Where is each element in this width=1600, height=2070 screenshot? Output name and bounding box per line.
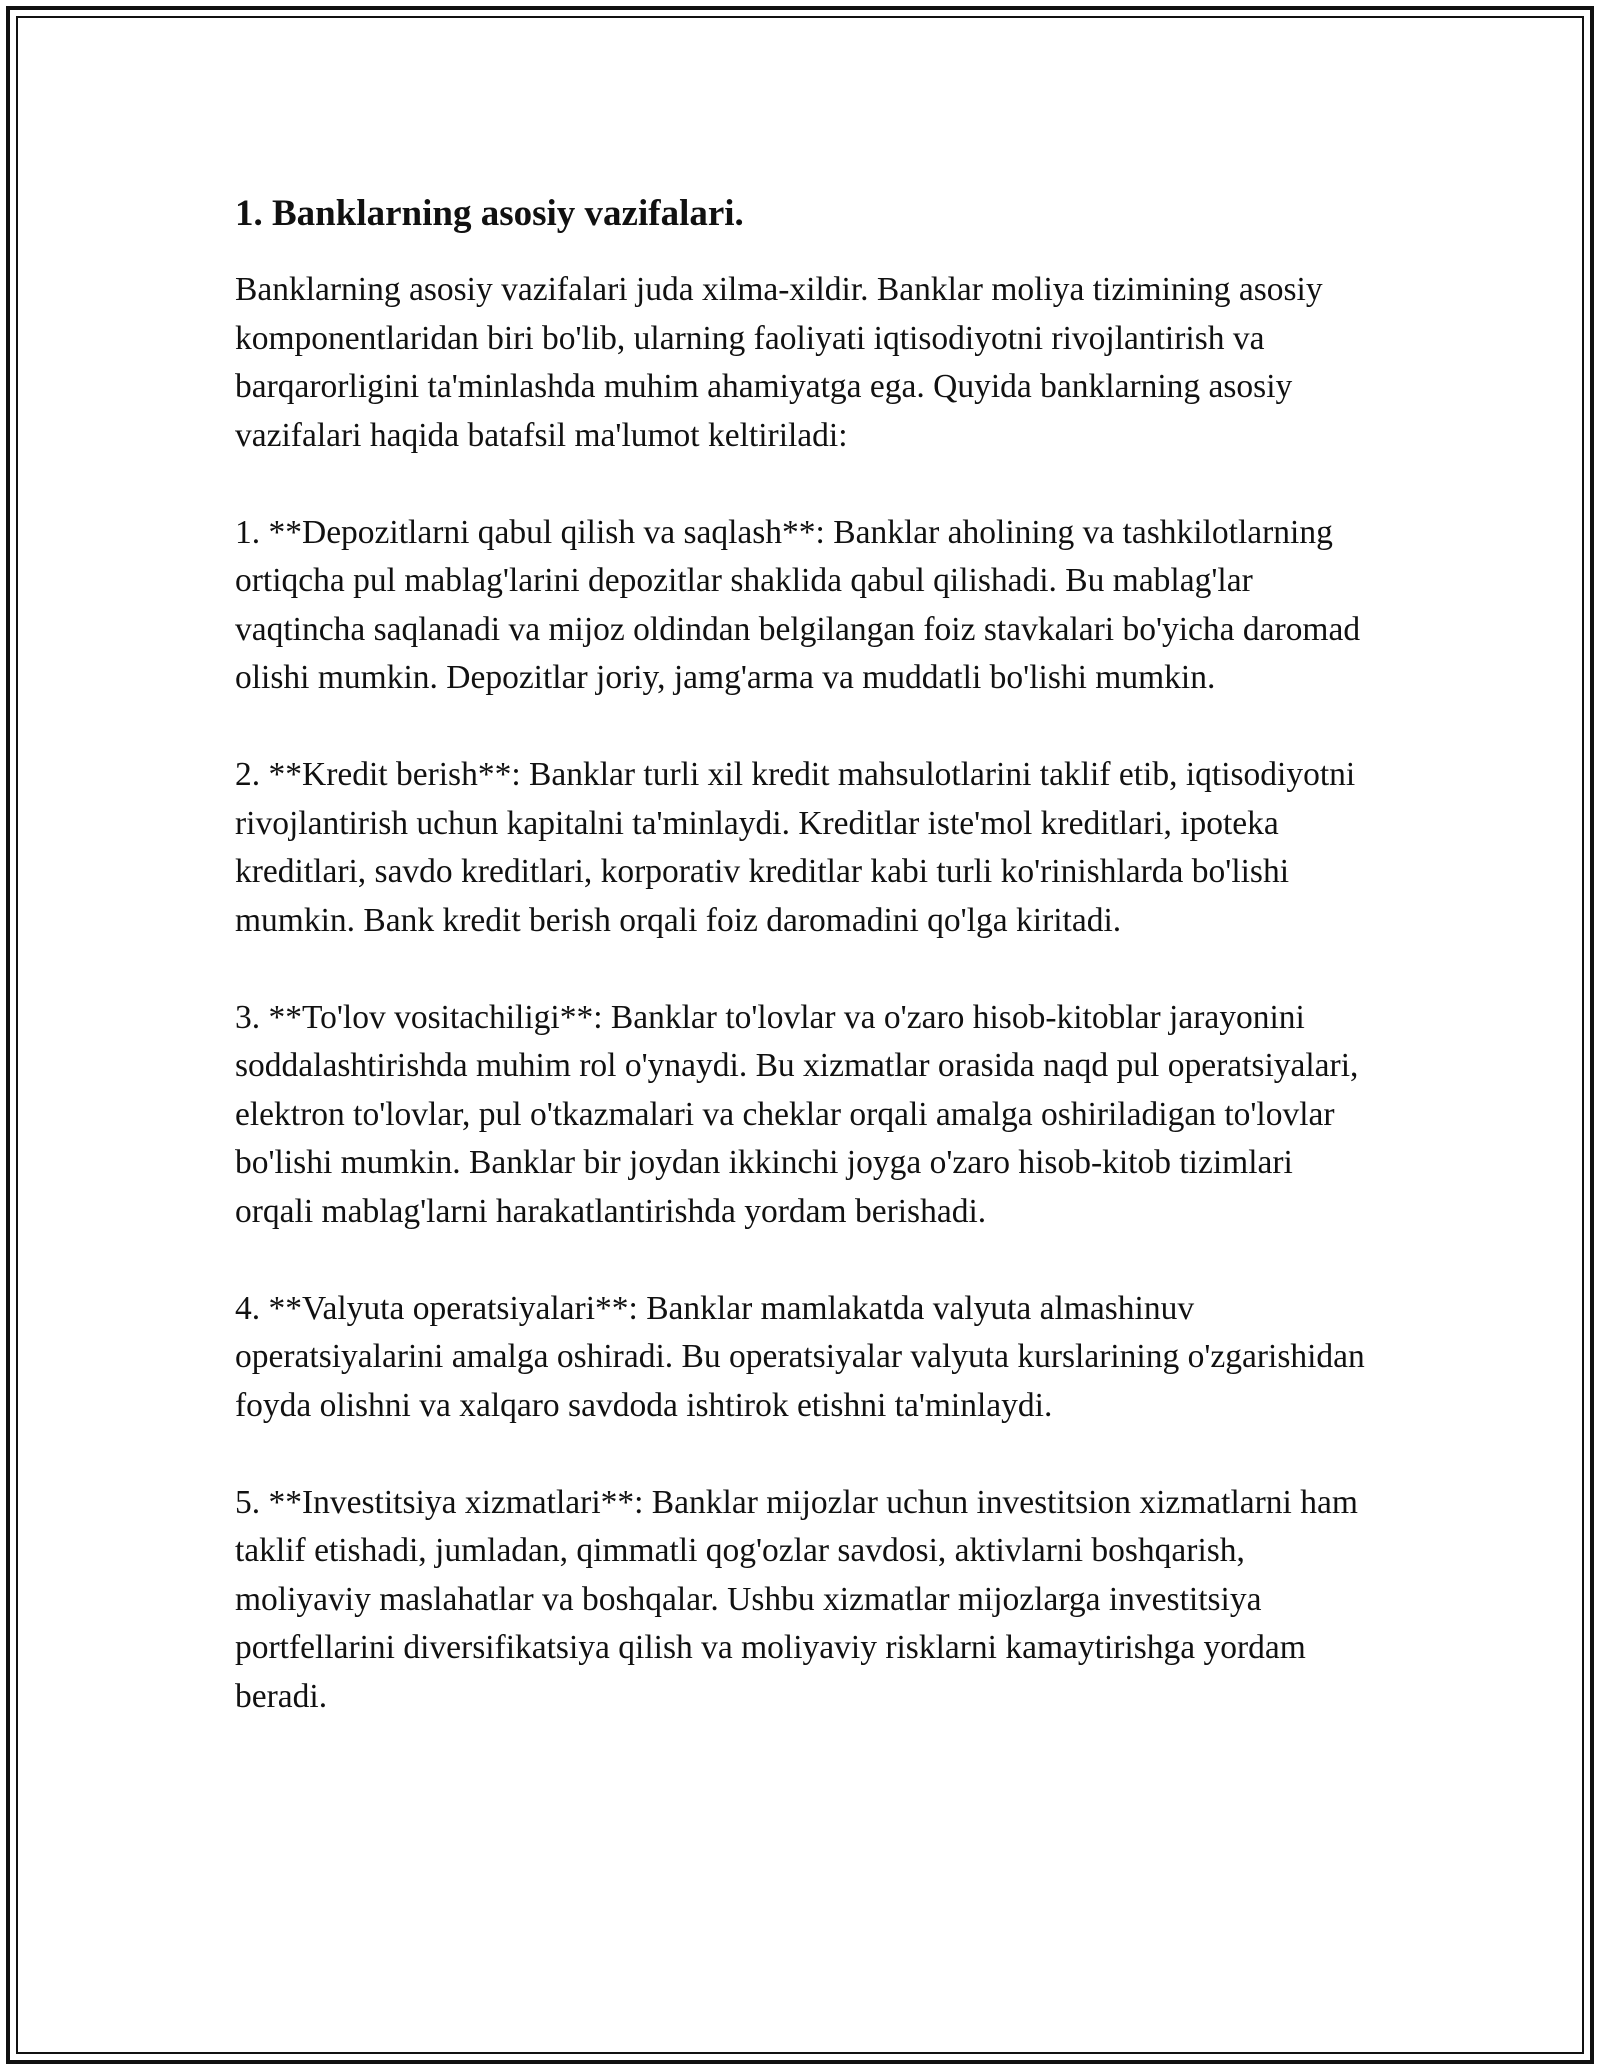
item-paragraph-1: 1. **Depozitlarni qabul qilish va saqlash**: Banklar aholining va tashkilotlarning ortiqcha pul mablag'larini depozitlar shaklida qabul qilishadi. Bu mablag'lar vaqtincha saqlanadi va mijoz oldindan belgilangan foiz stavkalari bo'yicha daromad olishi mumkin. Depozitlar joriy, jamg'arma va muddatli bo'lishi mumkin. [235,513,1361,696]
item-paragraph-4: 4. **Valyuta operatsiyalari**: Banklar mamlakatda valyuta almashinuv operatsiyalarini amalga oshiradi. Bu operatsiyalar valyuta kurslarining o'zgarishidan foyda olishni va xalqaro savdoda ishtirok etishni ta'minlaydi. [235,1289,1365,1424]
item-paragraph-5: 5. **Investitsiya xizmatlari**: Banklar mijozlar uchun investitsion xizmatlarni ham taklif etishadi, jumladan, qimmatli qog'ozlar savdosi, aktivlarni boshqarish, moliyaviy maslahatlar va boshqalar. Ushbu xizmatlar mijozlarga investitsiya portfellarini diversifikatsiya qilish va moliyaviy risklarni kamaytirishga yordam beradi. [235,1483,1358,1715]
item-paragraph-2: 2. **Kredit berish**: Banklar turli xil kredit mahsulotlarini taklif etib, iqtisodiyotni rivojlantirish uchun kapitalni ta'minlaydi. Kreditlar iste'mol kreditlari, ipoteka kreditlari, savdo kreditlari, korporativ kreditlar kabi turli ko'rinishlarda bo'lishi mumkin. Bank kredit berish orqali foiz daromadini qo'lga kiritadi. [235,756,1356,939]
intro-paragraph: Banklarning asosiy vazifalari juda xilma-xildir. Banklar moliya tizimining asosiy komponentlaridan biri bo'lib, ularning faoliyati iqtisodiyotni rivojlantirish va barqarorligini ta'minlashda muhim ahamiyatga ega. Quyida banklarning asosiy vazifalari haqida batafsil ma'lumot keltiriladi: [235,271,1323,454]
item-paragraph-3: 3. **To'lov vositachiligi**: Banklar to'lovlar va o'zaro hisob-kitoblar jarayonini soddalashtirishda muhim rol o'ynaydi. Bu xizmatlar orasida naqd pul operatsiyalari, elektron to'lovlar, pul o'tkazmalari va cheklar orqali amalga oshiriladigan to'lovlar bo'lishi mumkin. Banklar bir joydan ikkinchi joyga o'zaro hisob-kitob tizimlari orqali mablag'larni harakatlantirishda yordam berishadi. [235,998,1359,1230]
document-title: 1. Banklarning asosiy vazifalari. [235,193,744,234]
document-body [235,186,1365,1721]
